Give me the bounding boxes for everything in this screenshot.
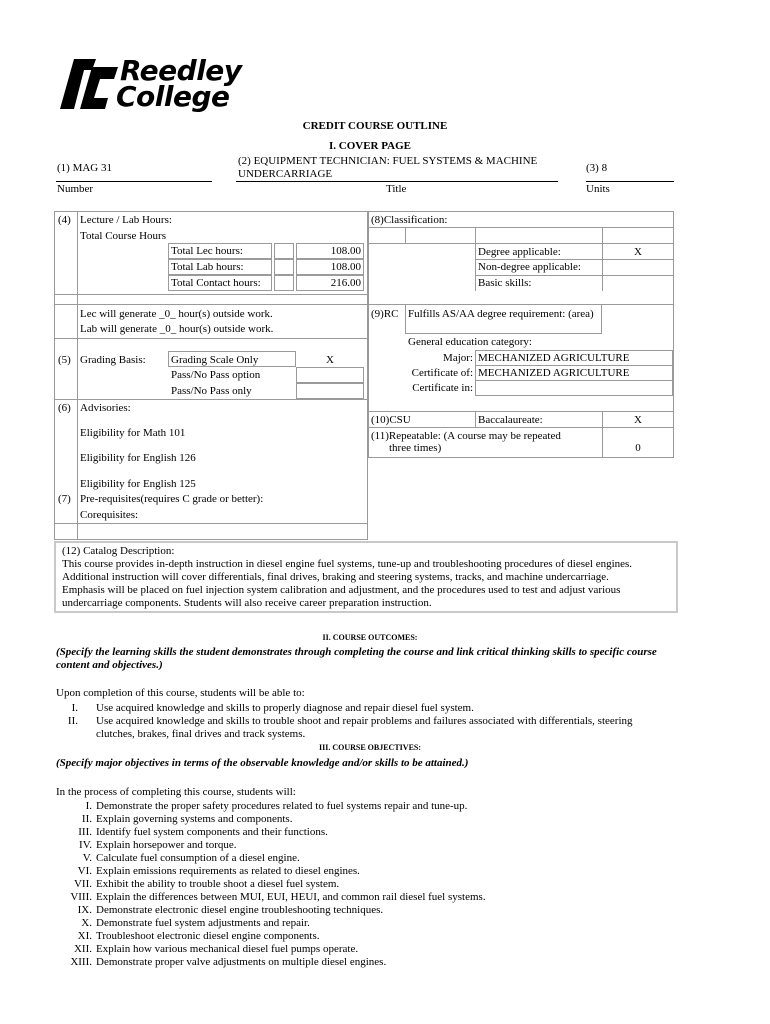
outcomes-heading: II. COURSE OUTCOMES: — [322, 633, 418, 642]
lecture-lab-label: Lecture / Lab Hours: — [80, 214, 172, 226]
outcomes-intro: Upon completion of this course, students will be able to: — [56, 687, 305, 699]
contact-hours-spacer-cell — [274, 275, 294, 291]
objective-text: Explain the differences between MUI, EUI, HEUI, and common rail diesel fuel systems. — [96, 891, 486, 903]
right-col-a — [405, 227, 406, 244]
catalog-line-2: Additional instruction will cover differentials, final drives, braking and steering systems, tracks, and machine undercarriage. — [62, 571, 609, 583]
outcome-number: I. — [71, 702, 78, 714]
repeatable-value: 0 — [635, 442, 641, 454]
outcomes-instruction-2: content and objectives.) — [56, 659, 163, 671]
title-underline — [236, 181, 558, 182]
non-degree-label: Non-degree applicable: — [478, 261, 581, 273]
objective-number: XIII. — [70, 956, 92, 968]
baccalaureate-label: Baccalaureate: — [478, 414, 543, 426]
lab-hours-value: 108.00 — [330, 261, 361, 273]
units-underline — [586, 181, 674, 182]
outcome-text: Use acquired knowledge and skills to trouble shoot and repair problems and failures associated with differentials, steering — [96, 715, 633, 727]
objective-number: VI. — [77, 865, 92, 877]
catalog-line-3: Emphasis will be placed on fuel injection system calibration and adjustment, and the procedures used to test and adjust various — [62, 584, 621, 596]
grading-scale-mark: X — [326, 354, 334, 366]
objective-number: II. — [81, 813, 92, 825]
lab-generate-text: Lab will generate _0_ hour(s) outside work. — [80, 323, 274, 335]
objective-number: XI. — [77, 930, 92, 942]
catalog-line-4: undercarriage components. Students will also receive career preparation instruction. — [62, 597, 432, 609]
course-title-value-2: UNDERCARRIAGE — [238, 168, 333, 180]
units-label: Units — [586, 183, 610, 195]
objective-number: VII. — [73, 878, 92, 890]
pass-option-label: Pass/No Pass option — [171, 369, 261, 381]
objective-text: Demonstrate proper valve adjustments on multiple diesel engines. — [96, 956, 387, 968]
right-divider-1 — [369, 227, 673, 228]
right-divider-2 — [369, 243, 673, 244]
fulfills-label: Fulfills AS/AA degree requirement: (area) — [408, 308, 594, 320]
baccalaureate-mark: X — [634, 414, 642, 426]
advisories-label: Advisories: — [80, 402, 131, 414]
right-divider-4 — [476, 275, 673, 276]
major-value: MECHANIZED AGRICULTURE — [478, 352, 630, 364]
left-divider-1 — [55, 294, 367, 295]
cover-page-heading: I. COVER PAGE — [329, 140, 411, 152]
catalog-line-1: This course provides in-depth instruction in diesel engine fuel systems, tune-up and troubleshooting procedures of diesel engines. — [62, 558, 633, 570]
section-4-number: (4) — [58, 214, 71, 226]
right-divider-3 — [476, 259, 673, 260]
objective-text: Demonstrate electronic diesel engine troubleshooting techniques. — [96, 904, 384, 916]
lec-generate-text: Lec will generate _0_ hour(s) outside work. — [80, 308, 273, 320]
lab-hours-spacer-cell — [274, 259, 294, 275]
left-divider-3 — [55, 338, 367, 339]
basic-skills-label: Basic skills: — [478, 277, 532, 289]
right-divider-6 — [369, 411, 673, 412]
lec-hours-value: 108.00 — [330, 245, 361, 257]
objective-text: Explain how various mechanical diesel fuel pumps operate. — [96, 943, 359, 955]
number-underline — [56, 181, 212, 182]
objective-number: I. — [85, 800, 92, 812]
pass-option-box — [296, 367, 364, 383]
repeatable-line-2: three times) — [389, 442, 442, 454]
objective-text: Identify fuel system components and their functions. — [96, 826, 328, 838]
outcome-text: Use acquired knowledge and skills to properly diagnose and repair diesel fuel system. — [96, 702, 474, 714]
course-title-value-1: (2) EQUIPMENT TECHNICIAN: FUEL SYSTEMS & MACHINE — [238, 155, 538, 167]
pass-only-box — [296, 383, 364, 399]
degree-applicable-mark: X — [634, 246, 642, 258]
lec-hours-spacer-cell — [274, 243, 294, 259]
objective-text: Exhibit the ability to trouble shoot a diesel fuel system. — [96, 878, 340, 890]
section-5-number: (5) — [58, 354, 71, 366]
outcome-number: II. — [67, 715, 78, 727]
objective-number: IV. — [79, 839, 92, 851]
course-number-value: (1) MAG 31 — [57, 162, 112, 174]
objective-text: Demonstrate the proper safety procedures related to fuel systems repair and tune-up. — [96, 800, 468, 812]
advisory-english-126: Eligibility for English 126 — [80, 452, 196, 464]
units-value: (3) 8 — [586, 162, 608, 174]
objective-text: Calculate fuel consumption of a diesel engine. — [96, 852, 300, 864]
total-course-hours-label: Total Course Hours — [80, 230, 166, 242]
repeatable-line-1: (11)Repeatable: (A course may be repeated — [371, 430, 561, 442]
objectives-instruction: (Specify major objectives in terms of the observable knowledge and/or skills to be attained.) — [56, 757, 469, 769]
logo-line-1: Reedley — [120, 54, 242, 87]
objective-number: IX. — [77, 904, 92, 916]
classification-label: (8)Classification: — [371, 214, 448, 226]
logo-line-2: College — [116, 80, 230, 113]
prerequisites-label: Pre-requisites(requires C grade or better): — [80, 493, 264, 505]
objective-text: Explain emissions requirements as related to diesel engines. — [96, 865, 360, 877]
number-label: Number — [57, 183, 94, 195]
objectives-heading: III. COURSE OBJECTIVES: — [318, 743, 422, 752]
objective-text: Demonstrate fuel system adjustments and repair. — [96, 917, 310, 929]
rc-label: (9)RC — [371, 308, 399, 320]
grading-scale-label: Grading Scale Only — [171, 354, 259, 366]
contact-hours-value: 216.00 — [330, 277, 361, 289]
objective-text: Troubleshoot electronic diesel engine components. — [96, 930, 320, 942]
right-divider-7 — [369, 427, 673, 428]
section-7-number: (7) — [58, 493, 71, 505]
lec-hours-label: Total Lec hours: — [171, 245, 243, 257]
outcomes-instruction-1: (Specify the learning skills the student demonstrates through completing the course and link critical thinking skills to specific course — [56, 646, 657, 658]
catalog-heading: (12) Catalog Description: — [62, 545, 175, 557]
title-label: Title — [386, 183, 407, 195]
left-divider-5 — [55, 523, 367, 524]
section-6-number: (6) — [58, 402, 71, 414]
gen-ed-label: General education category: — [408, 336, 532, 348]
contact-hours-label: Total Contact hours: — [171, 277, 261, 289]
csu-label: (10)CSU — [371, 414, 411, 426]
objective-number: VIII. — [70, 891, 92, 903]
objective-number: V. — [82, 852, 92, 864]
left-divider-2 — [55, 304, 367, 305]
reedley-college-logo — [56, 55, 281, 115]
objective-text: Explain governing systems and components. — [96, 813, 293, 825]
advisory-english-125: Eligibility for English 125 — [80, 478, 196, 490]
certificate-of-value: MECHANIZED AGRICULTURE — [478, 367, 630, 379]
outcome-2-continuation: clutches, brakes, final drives and track systems. — [96, 728, 306, 740]
objective-text: Explain horsepower and torque. — [96, 839, 237, 851]
objective-number: III. — [78, 826, 92, 838]
left-panel-num-column — [77, 211, 78, 540]
certificate-in-value-cell — [475, 380, 673, 396]
advisory-math: Eligibility for Math 101 — [80, 427, 186, 439]
left-divider-4 — [55, 399, 367, 400]
document-title: CREDIT COURSE OUTLINE — [302, 120, 448, 132]
objective-number: X. — [81, 917, 92, 929]
objective-number: XII. — [73, 943, 92, 955]
lab-hours-label: Total Lab hours: — [171, 261, 244, 273]
degree-applicable-label: Degree applicable: — [478, 246, 561, 258]
pass-only-label: Pass/No Pass only — [171, 385, 252, 397]
right-col-d — [475, 411, 476, 427]
certificate-in-label: Certificate in: — [412, 382, 473, 394]
major-label: Major: — [443, 352, 473, 364]
objectives-intro: In the process of completing this course, students will: — [56, 786, 296, 798]
grading-basis-label: Grading Basis: — [80, 354, 146, 366]
corequisites-label: Corequisites: — [80, 509, 139, 521]
certificate-of-label: Certificate of: — [411, 367, 473, 379]
